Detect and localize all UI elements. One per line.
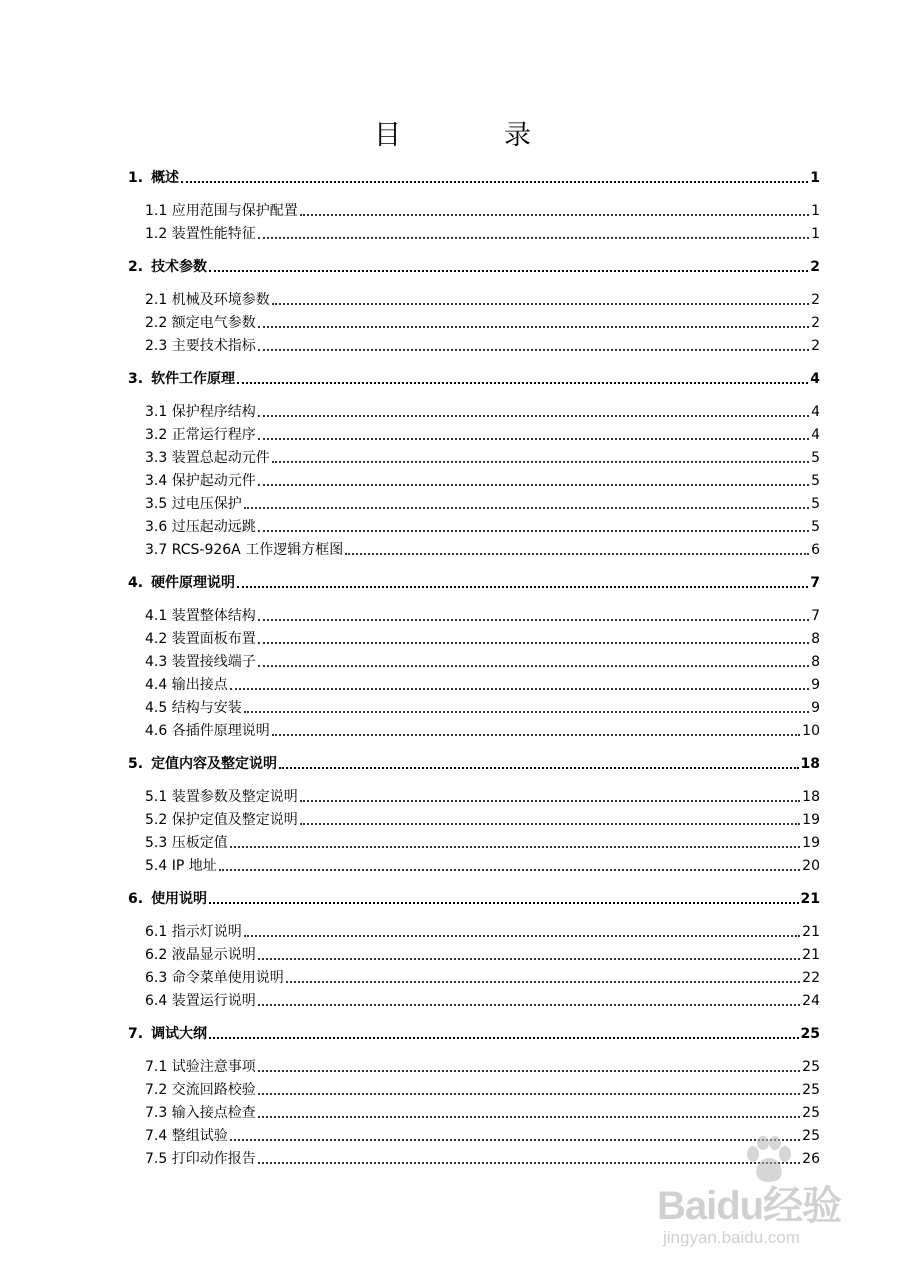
toc-leader-dots	[258, 1093, 800, 1095]
toc-page-number: 1	[811, 226, 820, 242]
toc-section[interactable]	[128, 445, 820, 467]
toc-section[interactable]	[128, 672, 820, 694]
toc-section-title: 5.4 IP 地址	[145, 858, 217, 874]
toc-leader-dots	[258, 619, 809, 621]
toc-section[interactable]	[128, 919, 820, 941]
toc-page-number: 4	[811, 427, 820, 443]
toc-page-number: 2	[811, 292, 820, 308]
toc-section[interactable]	[128, 626, 820, 648]
toc-leader-dots	[237, 586, 808, 588]
toc-leader-dots	[258, 415, 809, 417]
toc-page-number: 8	[811, 654, 820, 670]
toc-page-number: 2	[811, 315, 820, 331]
toc-chapter[interactable]	[128, 254, 820, 276]
toc-section[interactable]	[128, 422, 820, 444]
toc-leader-dots	[258, 530, 809, 532]
toc-leader-dots	[209, 270, 808, 272]
toc-page-number: 21	[802, 924, 820, 940]
toc-section-title: 2.1 机械及环境参数	[145, 292, 270, 308]
toc-page-number: 19	[802, 835, 820, 851]
watermark-logo: Baidu经验	[657, 1184, 842, 1228]
toc-chapter-number: 7.	[128, 1026, 144, 1042]
toc-chapter-number: 5.	[128, 756, 144, 772]
watermark	[657, 1136, 857, 1256]
toc-section-title: 2.3 主要技术指标	[145, 338, 256, 354]
page-title: 目 录	[374, 120, 569, 151]
toc-section-title: 5.3 压板定值	[145, 835, 228, 851]
toc-section-title: 4.6 各插件原理说明	[145, 723, 270, 739]
toc-leader-dots	[272, 734, 800, 736]
toc-section-title: 4.3 装置接线端子	[145, 654, 256, 670]
toc-leader-dots	[209, 1037, 798, 1039]
toc-section[interactable]	[128, 514, 820, 536]
toc-chapter-title: 调试大纲	[151, 1026, 208, 1042]
toc-page-number: 10	[802, 723, 820, 739]
toc-page-number: 7	[810, 575, 820, 591]
toc-chapter[interactable]	[128, 886, 820, 908]
toc-chapter-title: 硬件原理说明	[151, 575, 236, 591]
toc-leader-dots	[258, 958, 800, 960]
toc-page-number: 26	[802, 1151, 820, 1167]
toc-section[interactable]	[128, 988, 820, 1010]
toc-section[interactable]	[128, 807, 820, 829]
toc-page-number: 5	[811, 473, 820, 489]
toc-section-title: 6.1 指示灯说明	[145, 924, 242, 940]
toc-section-title: 7.2 交流回路校验	[145, 1082, 256, 1098]
toc-section-title: 3.2 正常运行程序	[145, 427, 256, 443]
toc-chapter-number: 2.	[128, 259, 144, 275]
toc-page-number: 21	[802, 947, 820, 963]
toc-page-number: 9	[811, 700, 820, 716]
toc-chapter-title: 定值内容及整定说明	[151, 756, 278, 772]
toc-leader-dots	[272, 461, 809, 463]
toc-section-title: 3.5 过电压保护	[145, 496, 242, 512]
toc-section[interactable]	[128, 603, 820, 625]
toc-section[interactable]	[128, 965, 820, 987]
toc-page-number: 18	[800, 756, 820, 772]
toc-page-number: 25	[802, 1082, 820, 1098]
toc-section-title: 6.2 液晶显示说明	[145, 947, 256, 963]
toc-page-number: 21	[800, 891, 820, 907]
toc-leader-dots	[258, 1116, 800, 1118]
toc-chapter[interactable]	[128, 751, 820, 773]
toc-leader-dots	[300, 214, 809, 216]
toc-section-title: 7.4 整组试验	[145, 1128, 228, 1144]
toc-page-number: 20	[802, 858, 820, 874]
watermark-url: jingyan.baidu.com	[663, 1228, 801, 1247]
toc-leader-dots	[230, 688, 809, 690]
toc-leader-dots	[209, 902, 798, 904]
toc-section-title: 3.7 RCS-926A 工作逻辑方框图	[145, 542, 344, 558]
toc-page-number: 1	[810, 170, 820, 186]
toc-section[interactable]	[128, 1100, 820, 1122]
toc-section-title: 4.1 装置整体结构	[145, 608, 256, 624]
toc-leader-dots	[258, 1004, 800, 1006]
toc-chapter-title: 使用说明	[151, 891, 208, 907]
toc-page-number: 2	[811, 338, 820, 354]
toc-leader-dots	[244, 711, 809, 713]
toc-section[interactable]	[128, 491, 820, 513]
toc-leader-dots	[345, 553, 809, 555]
toc-leader-dots	[286, 981, 800, 983]
toc-chapter[interactable]	[128, 165, 820, 187]
toc-section-title: 4.4 输出接点	[145, 677, 228, 693]
toc-section[interactable]	[128, 853, 820, 875]
toc-section-title: 7.3 输入接点检查	[145, 1105, 256, 1121]
toc-leader-dots	[258, 1070, 800, 1072]
toc-chapter-number: 3.	[128, 371, 144, 387]
toc-chapter[interactable]	[128, 570, 820, 592]
toc-page-number: 5	[811, 450, 820, 466]
toc-section-title: 4.2 装置面板布置	[145, 631, 256, 647]
toc-page-number: 25	[802, 1105, 820, 1121]
toc-section[interactable]	[128, 537, 820, 559]
toc-page-number: 7	[811, 608, 820, 624]
toc-section[interactable]	[128, 399, 820, 421]
toc-section-title: 3.3 装置总起动元件	[145, 450, 270, 466]
toc-section-title: 7.5 打印动作报告	[145, 1151, 256, 1167]
toc-chapter-number: 6.	[128, 891, 144, 907]
toc-page-number: 6	[811, 542, 820, 558]
toc-chapter-title: 技术参数	[151, 259, 208, 275]
toc-chapter-number: 4.	[128, 575, 144, 591]
toc-section[interactable]	[128, 221, 820, 243]
toc-chapter[interactable]	[128, 1021, 820, 1043]
toc-section-title: 4.5 结构与安装	[145, 700, 242, 716]
toc-section-title: 3.6 过压起动远跳	[145, 519, 256, 535]
toc-page-number: 5	[811, 519, 820, 535]
toc-section[interactable]	[128, 333, 820, 355]
toc-section[interactable]	[128, 468, 820, 490]
toc-leader-dots	[244, 935, 800, 937]
toc-chapter-number: 1.	[128, 170, 144, 186]
toc-page-number: 18	[802, 789, 820, 805]
toc-section[interactable]	[128, 310, 820, 332]
toc-leader-dots	[258, 237, 809, 239]
toc-page-number: 25	[802, 1059, 820, 1075]
toc-page-number: 5	[811, 496, 820, 512]
toc-section-title: 5.2 保护定值及整定说明	[145, 812, 298, 828]
toc-page-number: 1	[811, 203, 820, 219]
toc-leader-dots	[272, 303, 809, 305]
toc-section-title: 6.4 装置运行说明	[145, 993, 256, 1009]
toc-leader-dots	[258, 665, 809, 667]
toc-page-number: 8	[811, 631, 820, 647]
toc-leader-dots	[219, 869, 800, 871]
toc-leader-dots	[258, 642, 809, 644]
toc-leader-dots	[258, 349, 809, 351]
toc-page-number: 2	[810, 259, 820, 275]
toc-page-number: 24	[802, 993, 820, 1009]
toc-section-title: 5.1 装置参数及整定说明	[145, 789, 298, 805]
toc-chapter-title: 概述	[151, 170, 180, 186]
toc-page-number: 4	[811, 404, 820, 420]
toc-section[interactable]	[128, 1077, 820, 1099]
toc-section[interactable]	[128, 830, 820, 852]
toc-section-title: 3.1 保护程序结构	[145, 404, 256, 420]
toc-section[interactable]	[128, 287, 820, 309]
toc-chapter-title: 软件工作原理	[151, 371, 236, 387]
toc-section-title: 3.4 保护起动元件	[145, 473, 256, 489]
toc-page-number: 9	[811, 677, 820, 693]
toc-leader-dots	[279, 767, 798, 769]
toc-section-title: 7.1 试验注意事项	[145, 1059, 256, 1075]
toc-section[interactable]	[128, 718, 820, 740]
toc-section[interactable]	[128, 1054, 820, 1076]
toc-section-title: 1.2 装置性能特征	[145, 226, 256, 242]
toc-page-number: 25	[800, 1026, 820, 1042]
toc-page-number: 25	[802, 1128, 820, 1144]
toc-section[interactable]	[128, 784, 820, 806]
toc-leader-dots	[258, 326, 809, 328]
toc-section-title: 1.1 应用范围与保护配置	[145, 203, 298, 219]
toc-leader-dots	[258, 438, 809, 440]
toc-section[interactable]	[128, 942, 820, 964]
toc-page-number: 22	[802, 970, 820, 986]
toc-section[interactable]	[128, 198, 820, 220]
toc-leader-dots	[237, 382, 808, 384]
toc-chapter[interactable]	[128, 366, 820, 388]
toc-page-number: 19	[802, 812, 820, 828]
toc-section[interactable]	[128, 695, 820, 717]
toc-leader-dots	[258, 484, 809, 486]
toc-leader-dots	[244, 507, 809, 509]
toc-page-number: 4	[810, 371, 820, 387]
toc-leader-dots	[300, 823, 800, 825]
toc-leader-dots	[300, 800, 800, 802]
toc-leader-dots	[181, 181, 808, 183]
toc-section-title: 2.2 额定电气参数	[145, 315, 256, 331]
toc-leader-dots	[230, 846, 800, 848]
toc-section-title: 6.3 命令菜单使用说明	[145, 970, 284, 986]
toc-section[interactable]	[128, 649, 820, 671]
